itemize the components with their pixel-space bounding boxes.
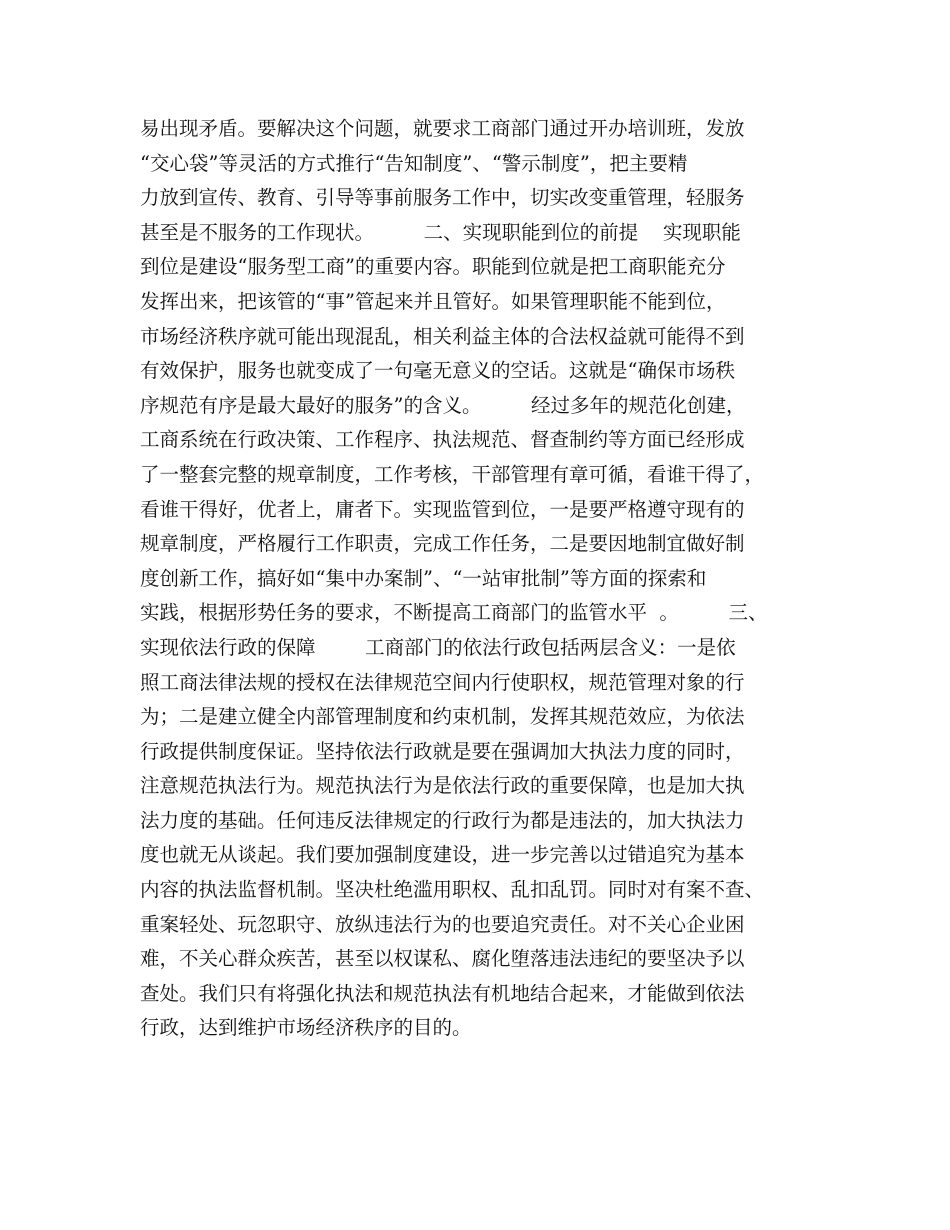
text-line: 规章制度，严格履行工作职责，完成工作任务，二是要因地制宜做好制 [140, 532, 745, 556]
text-line: 力放到宣传、教育、引导等事前服务工作中，切实改变重管理，轻服务 [140, 186, 745, 210]
text-line: 到位是建设“服务型工商”的重要内容。职能到位就是把工商职能充分 [140, 255, 726, 279]
text-line: 序规范有序是最大最好的服务”的含义。 经过多年的规范化创建， [140, 393, 746, 417]
text-line: 有效保护，服务也就变成了一句毫无意义的空话。这就是“确保市场秩 [140, 359, 735, 383]
text-line: 内容的执法监督机制。坚决杜绝滥用职权、乱扣乱罚。同时对有案不查、 [140, 878, 765, 902]
text-line: 行政提供制度保证。坚持依法行政就是要在强调加大执法力度的同时， [140, 739, 745, 763]
text-line: 照工商法律法规的授权在法律规范空间内行使职权，规范管理对象的行 [140, 670, 745, 694]
text-line: 为；二是建立健全内部管理制度和约束机制，发挥其规范效应，为依法 [140, 705, 745, 729]
text-line: 实践，根据形势任务的要求，不断提高工商部门的监管水平 。 三、 [140, 601, 768, 625]
text-line: 工商系统在行政决策、工作程序、执法规范、督查制约等方面已经形成 [140, 428, 745, 452]
text-line: 注意规范执法行为。规范执法行为是依法行政的重要保障，也是加大执 [140, 774, 745, 798]
text-line: “交心袋”等灵活的方式推行“告知制度”、“警示制度”，把主要精 [140, 151, 688, 175]
text-line: 度创新工作，搞好如“集中办案制”、“一站审批制”等方面的探索和 [140, 566, 707, 590]
text-line: 实现依法行政的保障 工商部门的依法行政包括两层含义：一是依 [140, 635, 736, 659]
text-line: 市场经济秩序就可能出现混乱，相关利益主体的合法权益就可能得不到 [140, 324, 745, 348]
text-line: 易出现矛盾。要解决这个问题，就要求工商部门通过开办培训班，发放 [140, 117, 745, 140]
text-line: 度也就无从谈起。我们要加强制度建设，进一步完善以过错追究为基本 [140, 843, 745, 867]
text-line: 查处。我们只有将强化执法和规范执法有机地结合起来，才能做到依法 [140, 981, 745, 1005]
text-line: 难，不关心群众疾苦，甚至以权谋私、腐化堕落违法违纪的要坚决予以 [140, 947, 745, 971]
text-line: 了一整套完整的规章制度，工作考核，干部管理有章可循，看谁干得了， [140, 462, 765, 486]
text-line: 发挥出来，把该管的“事”管起来并且管好。如果管理职能不能到位， [140, 289, 726, 313]
text-line: 法力度的基础。任何违反法律规定的行政行为都是违法的，加大执法力 [140, 808, 745, 832]
text-line: 甚至是不服务的工作现状。 二、实现职能到位的前提 实现职能 [140, 220, 741, 244]
text-line: 看谁干得好，优者上，庸者下。实现监管到位，一是要严格遵守现有的 [140, 497, 745, 521]
text-line: 重案轻处、玩忽职守、放纵违法行为的也要追究责任。对不关心企业困 [140, 912, 745, 936]
text-line: 行政，达到维护市场经济秩序的目的。 [140, 1016, 472, 1040]
body-text [140, 112, 830, 1046]
